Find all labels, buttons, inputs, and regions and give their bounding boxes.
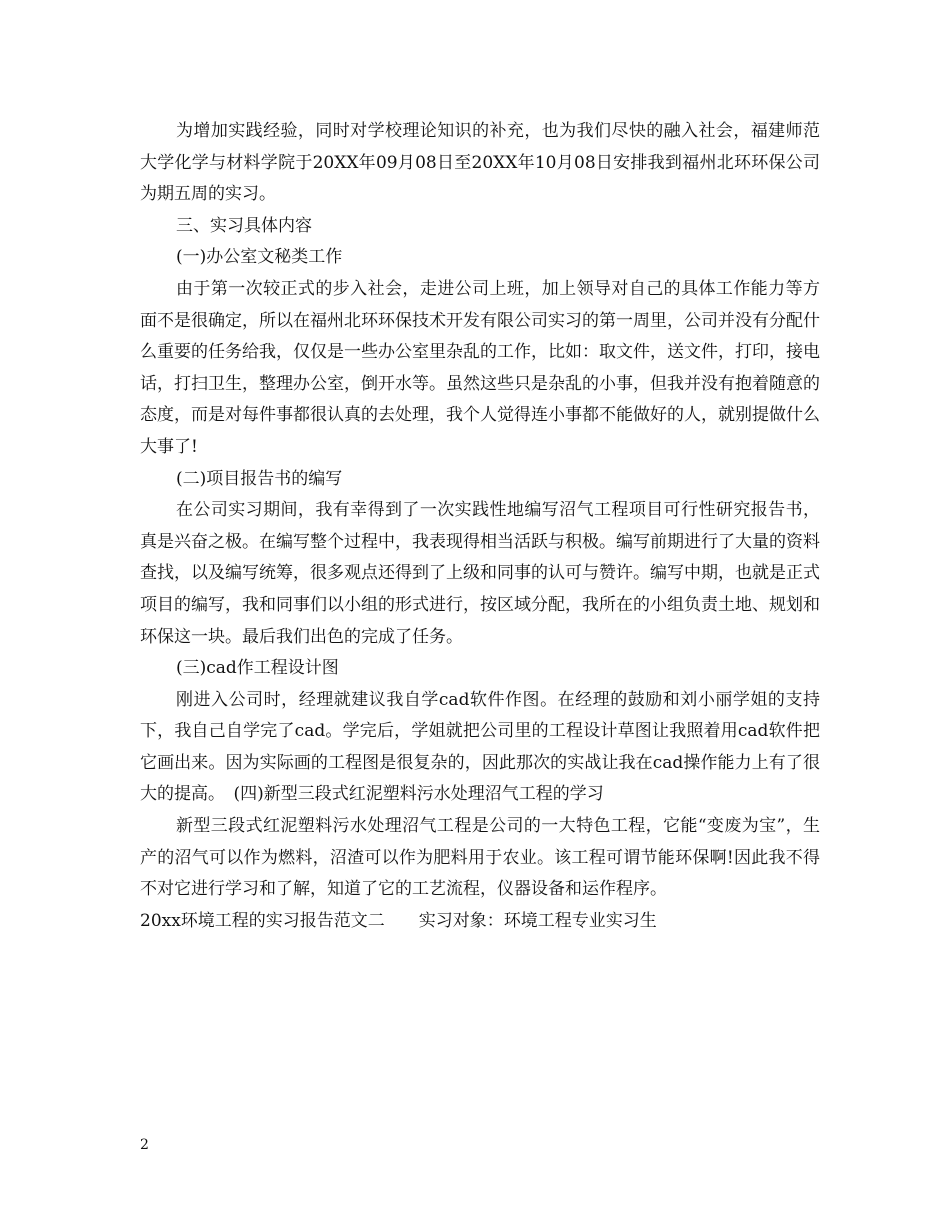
subheading-office-secretarial-work: (一)办公室文秘类工作 [176,247,343,268]
paragraph-project-report: 在公司实习期间，我有幸得到了一次实践性地编写沼气工程项目可行性研究报告书，真是兴奋之极。在编写整个过程中，我表现得相当活跃与积极。编写前期进行了大量的资料查找，以及编写统筹，很多观点还得到了上级和同事的认可与赞许。编写中期，也就是正式项目的编写，我和同事们以小组的形式进行，按区域分配，我所在的小组负责土地、规划和环保这一块。最后我们出色的完成了任务。 [140,500,820,647]
page-number: 2 [140,1137,149,1153]
paragraph-cad-design: 刚进入公司时，经理就建议我自学cad软件作图。在经理的鼓励和刘小丽学姐的支持下，我自己自学完了cad。学完后，学姐就把公司里的工程设计草图让我照着用cad软件把它画出来。因为实际画的工程图是很复杂的，因此那次的实战让我在cad操作能力上有了很大的提高。 (四)新型三段式红泥塑料污水处理沼气工程的学习 [140,689,820,805]
paragraph-sample-two-heading: 20xx环境工程的实习报告范文二 实习对象：环境工程专业实习生 [140,910,657,931]
subheading-cad-design: (三)cad作工程设计图 [176,658,339,679]
paragraph-intro: 为增加实践经验，同时对学校理论知识的补充，也为我们尽快的融入社会，福建师范大学化学与材料学院于20XX年09月08日至20XX年10月08日安排我到福州北环环保公司为期五周的实习。 [140,121,820,205]
subheading-project-report: (二)项目报告书的编写 [176,468,343,489]
paragraph-office-work: 由于第一次较正式的步入社会，走进公司上班，加上领导对自己的具体工作能力等方面不是很确定，所以在福州北环环保技术开发有限公司实习的第一周里，公司并没有分配什么重要的任务给我，仅仅是一些办公室里杂乱的工作，比如：取文件，送文件，打印，接电话，打扫卫生，整理办公室，倒开水等。虽然这些只是杂乱的小事，但我并没有抱着随意的态度，而是对每件事都很认真的去处理，我个人觉得连小事都不能做好的人，就别提做什么大事了! [140,278,820,457]
section-heading-internship-content: 三、实习具体内容 [176,215,312,236]
paragraph-biogas-project: 新型三段式红泥塑料污水处理沼气工程是公司的一大特色工程，它能“变废为宝”，生产的沼气可以作为燃料，沼渣可以作为肥料用于农业。该工程可谓节能环保啊!因此我不得不对它进行学习和了解，知道了它的工艺流程，仪器设备和运作程序。 [140,816,820,900]
document-body [140,116,820,937]
